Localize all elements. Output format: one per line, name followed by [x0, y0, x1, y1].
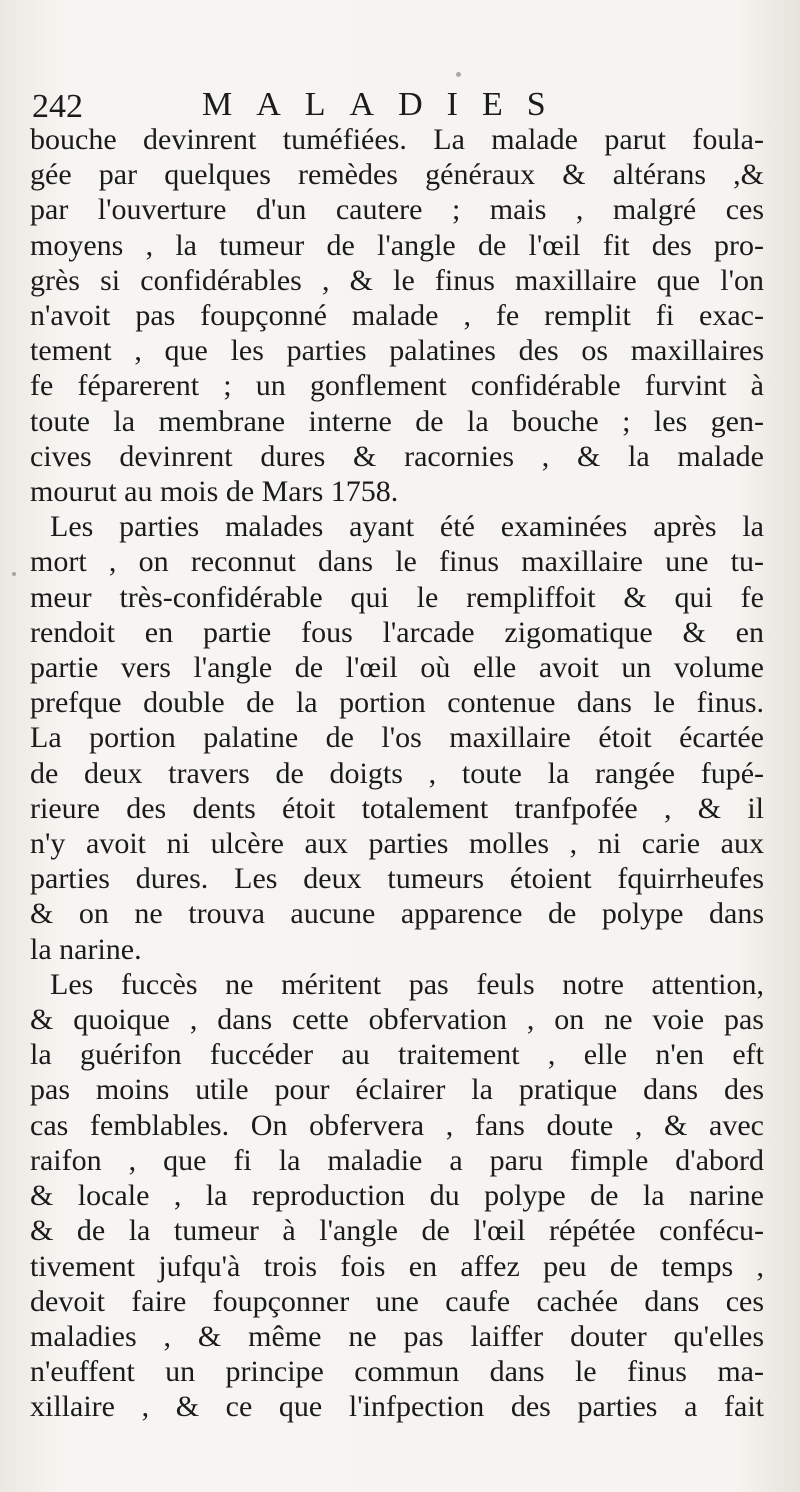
text-line: par l'ouverture d'un cautere ; mais , malgré ces — [30, 193, 764, 227]
text-line: devoit faire foupçonner une caufe cachée dans ces — [30, 1284, 764, 1318]
text-line: & locale , la reproduction du polype de la narine — [30, 1179, 764, 1213]
text-line: tement , que les parties palatines des os maxillaires — [30, 334, 764, 368]
text-line: moyens , la tumeur de l'angle de l'œil fit des pro- — [30, 228, 764, 262]
text-line: tivement jufqu'à trois fois en affez peu de temps , — [30, 1249, 764, 1283]
text-line: toute la membrane interne de la bouche ; les gen- — [30, 404, 764, 438]
text-line: fe féparerent ; un gonflement confidérable furvint à — [30, 369, 764, 403]
text-line: rieure des dents étoit totalement tranfpofée , & il — [30, 791, 764, 825]
text-line: la guérifon fuccéder au traitement , elle n'en eft — [30, 1038, 764, 1072]
text-line: mourut au mois de Mars 1758. — [30, 475, 399, 509]
text-line: raifon , que fi la maladie a paru fimple d'abord — [30, 1143, 764, 1177]
paragraph-start-line: Les fuccès ne méritent pas feuls notre attention, — [50, 967, 764, 1001]
text-line: n'euffent un principe commun dans le finus ma- — [30, 1355, 764, 1389]
text-line: maladies , & même ne pas laiffer douter qu'elles — [30, 1319, 764, 1353]
text-line: parties dures. Les deux tumeurs étoient fquirrheufes — [30, 862, 764, 896]
text-line: La portion palatine de l'os maxillaire étoit écartée — [30, 721, 764, 755]
text-line: meur très-confidérable qui le rempliffoit & qui fe — [30, 580, 764, 614]
text-line: mort , on reconnut dans le finus maxillaire une tu- — [30, 545, 764, 579]
text-line: rendoit en partie fous l'arcade zigomatique & en — [30, 615, 764, 649]
text-line: bouche devinrent tuméfiées. La malade parut foula- — [30, 123, 764, 156]
body-text — [30, 122, 764, 1425]
running-title: MALADIES — [202, 86, 570, 123]
text-line: & de la tumeur à l'angle de l'œil répétée confécu- — [30, 1214, 764, 1248]
text-line: grès si confidérables , & le finus maxillaire que l'on — [30, 263, 764, 297]
text-line: n'avoit pas foupçonné malade , fe remplit fi exac- — [30, 299, 764, 333]
text-line: gée par quelques remèdes généraux & altérans ,& — [30, 158, 764, 192]
text-line: cas femblables. On obfervera , fans doute , & avec — [30, 1108, 764, 1142]
text-line: prefque double de la portion contenue dans le finus. — [30, 686, 764, 720]
ink-speck — [456, 72, 461, 77]
paragraph-start-line: Les parties malades ayant été examinées après la — [50, 510, 764, 544]
text-line: de deux travers de doigts , toute la rangée fupé- — [30, 756, 764, 790]
text-line: partie vers l'angle de l'œil où elle avoit un volume — [30, 651, 764, 685]
text-line: la narine. — [30, 932, 142, 966]
text-line: pas moins utile pour éclairer la pratique dans des — [30, 1073, 764, 1107]
page-number: 242 — [32, 88, 83, 125]
text-line: & quoique , dans cette obfervation , on ne voie pas — [30, 1003, 764, 1037]
text-line: cives devinrent dures & racornies , & la malade — [30, 439, 764, 473]
text-line: n'y avoit ni ulcère aux parties molles , ni carie aux — [30, 827, 764, 861]
text-line: & on ne trouva aucune apparence de polype dans — [30, 897, 764, 931]
text-line: xillaire , & ce que l'infpection des parties a fait — [30, 1390, 764, 1424]
ink-speck — [12, 572, 16, 576]
